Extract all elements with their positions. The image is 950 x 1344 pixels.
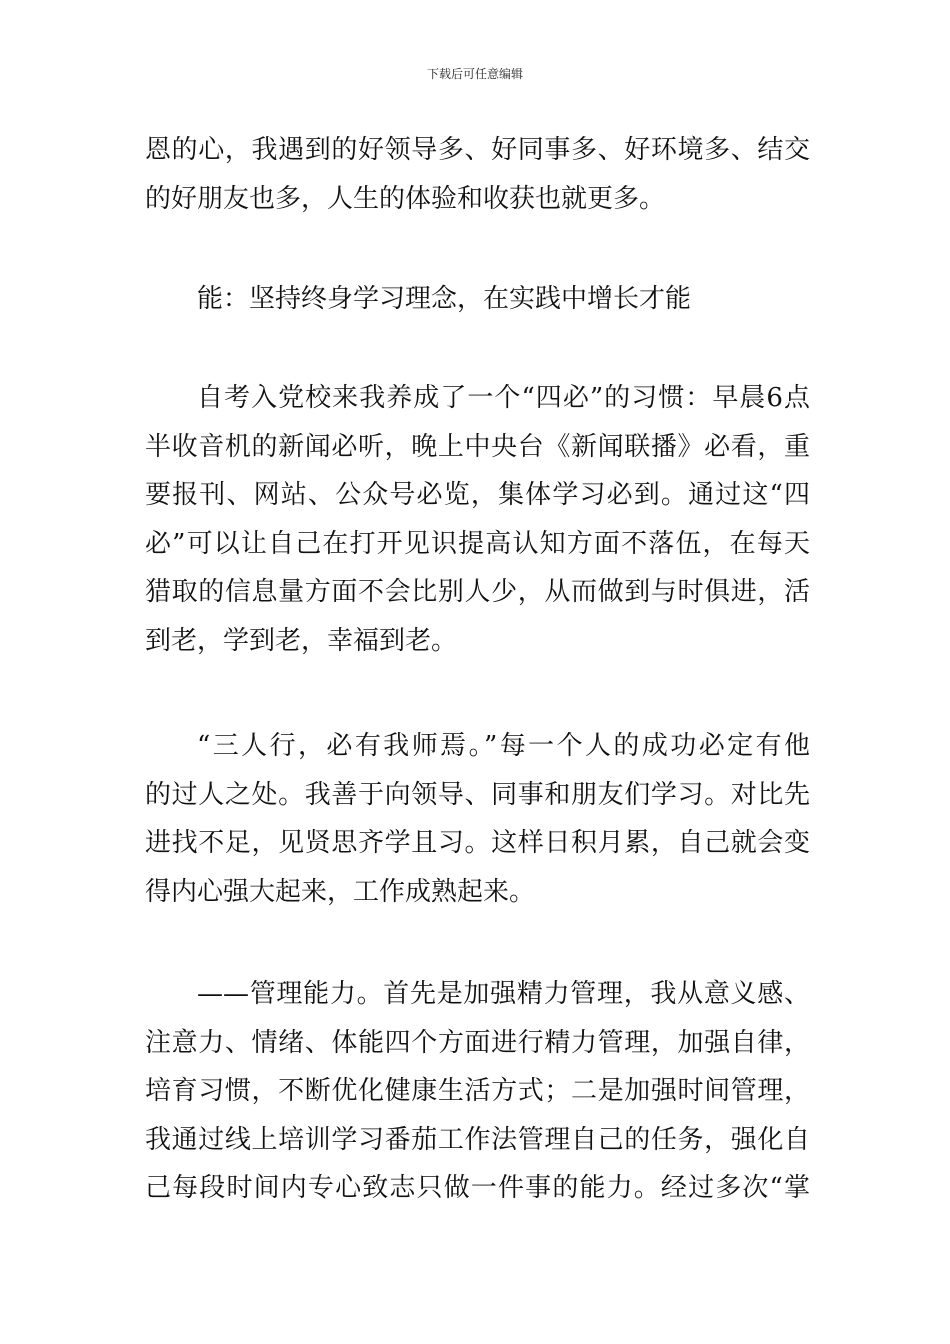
text-line: 得内心强大起来，工作成熟起来。 — [145, 876, 536, 907]
paragraph-gratitude-continued — [145, 126, 810, 223]
paragraph-management-ability — [145, 970, 810, 1213]
text-line: 培育习惯，不断优化健康生活方式；二是加强时间管理， — [145, 1076, 810, 1106]
text-line: 己每段时间内专心致志只做一件事的能力。经过多次“掌 — [145, 1173, 810, 1203]
text-line: 我通过线上培训学习番茄工作法管理自己的任务，强化自 — [145, 1124, 810, 1155]
text-line: 的过人之处。我善于向领导、同事和朋友们学习。对比先 — [145, 779, 810, 810]
section-heading-ability — [145, 275, 810, 324]
text-line: 进找不足，见贤思齐学且习。这样日积月累，自己就会变 — [145, 828, 810, 858]
text-line: 到老，学到老，幸福到老。 — [145, 625, 458, 656]
text-line: 注意力、情绪、体能四个方面进行精力管理，加强自律， — [145, 1027, 810, 1058]
text-line: 能：坚持终身学习理念，在实践中增长才能 — [197, 284, 692, 314]
text-line: 猎取的信息量方面不会比别人少，从而做到与时俱进，活 — [145, 577, 810, 607]
text-line: 自考入党校来我养成了一个“四必”的习惯：早晨6点 — [197, 383, 810, 413]
text-line: “三人行，必有我师焉。”每一个人的成功必定有他 — [197, 731, 810, 761]
text-line: 要报刊、网站、公众号必览，集体学习必到。通过这“四 — [145, 480, 810, 510]
text-line: 恩的心，我遇到的好领导多、好同事多、好环境多、结交 — [145, 135, 810, 165]
text-line: ——管理能力。首先是加强精力管理，我从意义感、 — [197, 979, 810, 1009]
text-line: 必”可以让自己在打开见识提高认知方面不落伍，在每天 — [145, 528, 810, 559]
page-header: 下载后可任意编辑 — [426, 67, 523, 81]
paragraph-learning-from-others — [145, 722, 810, 916]
text-line: 半收音机的新闻必听，晚上中央台《新闻联播》必看，重 — [145, 431, 810, 462]
paragraph-four-musts — [145, 374, 810, 665]
text-line: 的好朋友也多，人生的体验和收获也就更多。 — [145, 183, 666, 214]
